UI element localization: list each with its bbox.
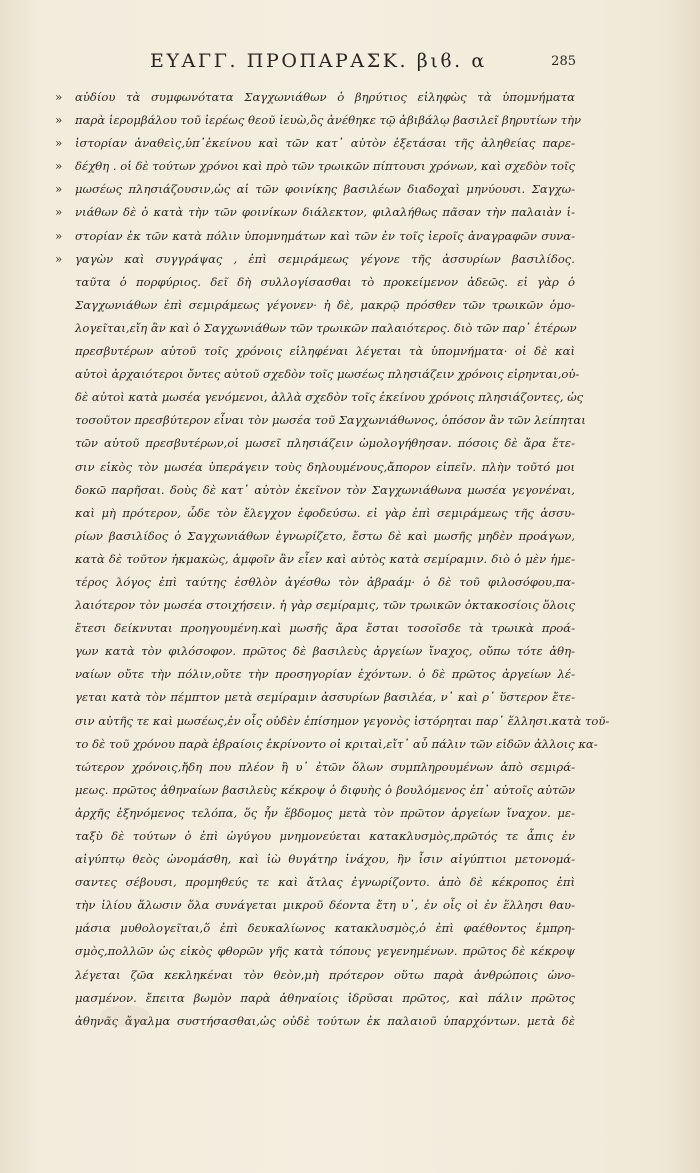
text-line [55,225,575,248]
line-text: κατὰ δὲ τοῦτον ἠκμακὼς, ἀμφοῖν ἂν εἶεν καὶ αὐτὸς κατὰ σεμίραμιν. διὸ ὁ μὲν ἡμε- [75,551,575,566]
text-line [55,201,575,224]
line-text: παρὰ ἱερομβάλου τοῦ ἱερέως θεοῦ ἰευὼ,ὃς ἀνέθηκε τῷ ἀβιβάλῳ βασιλεῖ βηρυτίων τὴν [75,113,582,128]
text-line [75,825,575,848]
line-text: ἱστορίαν ἀναθεὶς,ὑπ᾽ἐκείνου καὶ τῶν κατ᾽ αὐτὸν ἐξετάσαι τῆς ἀληθείας παρε- [75,136,575,151]
line-text: ταξὺ δὲ τούτων ὁ ἐπὶ ὠγύγου μνημονεύεται κατακλυσμὸς,πρῶτός τε ἆπις ἐν [75,829,575,843]
line-text: σιν εἰκὸς τὸν μωσέα ὑπεράγειν τοὺς δηλουμένους,ἄπορον εἰπεῖν. πλὴν τοῦτό μοι [75,459,575,474]
line-text: μεως. πρῶτος ἀθηναίων βασιλεὺς κέκροψ ὁ διφυὴς ὁ βουλόμενος ἐπ᾽ αὐτοῖς αὐτῶν [75,782,575,797]
text-line [75,594,575,617]
line-text: τῶν αὐτοῦ πρεσβυτέρων,οἱ μωσεῖ πλησιάζειν ὡμολογήθησαν. πόσοις δὲ ἄρα ἔτε- [75,436,575,451]
line-text: ἀρχῆς ἐξηνόμενος τελόπα, ὅς ἦν ἕβδομος μετὰ τὸν πρῶτον ἀργείων ἴναχον. με- [75,805,575,820]
running-title: ΕΥΑΓΓ. ΠΡΟΠΑΡΑΣΚ. βιϐ. α [150,50,487,72]
line-text: λαιότερον τὸν μωσέα στοιχήσειν. ἡ γὰρ σεμίραμις, τῶν τρωικῶν ὀκτακοσίοις ὅλοις [75,598,575,613]
line-text: δέχθη . οἱ δὲ τούτων χρόνοι καὶ πρὸ τῶν τρωικῶν πίπτουσι χρόνων, καὶ σχεδὸν τοῖς [75,159,575,174]
line-text: Σαγχωνιάθων ἐπὶ σεμιράμεως γέγονεν· ἡ δὲ, μακρῷ πρόσθεν τῶν τρωικῶν ὁμο- [75,297,575,312]
text-line [75,479,575,502]
text-line [75,871,575,894]
line-text: τώτερον χρόνοις,ἤδη που πλέον ἢ υ᾽ ἐτῶν ὅλων συμπληρουμένων ἀπὸ σεμιρά- [75,759,575,774]
text-line [55,109,582,132]
text-line [75,571,575,594]
page-header [150,50,576,76]
quotation-mark: » [55,251,63,266]
text-line [75,317,575,340]
line-text: το δὲ τοῦ χρόνου παρὰ ἑβραίοις ἐκρίνοντο οἱ κριταὶ,εἴτ᾽ αὖ πάλιν τῶν εἰδῶν ἀλλοις κα- [75,736,598,751]
line-text: αὐτοὶ ἀρχαιότεροι ὄντες αὐτοῦ σχεδὸν τοῖς μωσέως πλησιάζειν χρόνοις εἰρηνται,οὐ- [75,367,580,382]
line-text: λογεῖται,εἴη ἂν καὶ ὁ Σαγχωνιάθων τῶν τρωικῶν παλαιότερος. διὸ τῶν παρ᾽ ἑτέρων [75,320,577,335]
text-line [75,640,575,663]
line-text: γαγὼν καὶ συγγράψας , ἐπὶ σεμιράμεως γέγονε τῆς ἀσσυρίων βασιλίδος. [75,251,575,266]
text-line [75,710,610,733]
paper-stain [100,1005,150,1027]
line-text: σμὸς,πολλῶν ὡς εἰκὸς φθορῶν γῆς κατὰ τόπους γεγενημένων. πρῶτος δὲ κέκροψ [75,944,575,959]
line-text: τοσοῦτον πρεσβύτερον εἶναι τὸν μωσέα τοῦ Σαγχωνιάθωνος, ὁπόσον ἂν τῶν λείπηται [75,413,586,428]
line-text: γων κατὰ τὸν φιλόσοφον. πρῶτος δὲ βασιλεὺς ἀργείων ἴναχος, οὔπω τότε ἀθη- [75,644,575,659]
line-text: δοκῶ παρῆσαι. δοὺς δὲ κατ᾽ αὐτὸν ἐκεῖνον τὸν Σαγχωνιάθωνα μωσέα γεγονέναι, [75,482,575,497]
line-text: πρεσβυτέρων αὐτοῦ τοῖς χρόνοις εἰληφέναι λέγεται τὰ ὑπομνήματα· οἱ δὲ καὶ [75,344,575,359]
quotation-mark: » [55,228,63,243]
quotation-mark: » [55,205,63,220]
text-line [75,756,575,779]
text-line [55,248,575,271]
text-line [75,386,584,409]
line-text: μασμένον. ἔπειτα βωμὸν παρὰ ἀθηναίοις ἱδρῦσαι πρῶτος, καὶ πάλιν πρῶτος [75,990,575,1005]
line-text: σαντες σέβουσι, προμηθεύς τε καὶ ἄτλας ἐγνωρίζοντο. ἀπὸ δὲ κέκροπος ἐπὶ [75,875,575,890]
text-line [55,178,575,201]
text-line [75,456,575,479]
text-line [55,86,575,109]
line-text: ἔτεσι δείκνυται προηγουμένη.καὶ μωσῆς ἄρα ἔσται τοσοῖσδε τὰ τρωικὰ προά- [75,621,575,636]
quotation-mark: » [55,182,63,197]
text-line [75,848,575,871]
line-text: ρίων βασιλίδος ὁ Σαγχωνιάθων ἐγνωρίζετο, ἔστω δὲ καὶ μωσῆς μηδὲν προάγων, [75,528,575,543]
line-text: δὲ αὐτοὶ κατὰ μωσέα γενόμενοι, ἀλλὰ σχεδὸν τοῖς ἐκείνου χρόνοις πλησιάζοντες, ὡς [75,390,584,405]
text-line [55,132,575,155]
body-text [55,86,610,1033]
line-text: λέγεται ζῶα κεκληκέναι τὸν θεὸν,μὴ πρότερον οὕτω παρὰ ἀνθρώποις ὠνο- [75,967,575,982]
text-line [75,663,575,686]
line-text: μωσέως πλησιάζουσιν,ὡς αἱ τῶν φοινίκης βασιλέων διαδοχαὶ μηνύουσι. Σαγχω- [75,182,575,197]
line-text: μάσια μυθολογεῖται,ὅ ἐπὶ δευκαλίωνος κατακλυσμὸς,ὁ ἐπὶ φαέθοντος ἐμπρη- [75,921,575,936]
text-line [75,617,575,640]
text-line [75,409,586,432]
line-text: ταῦτα ὁ πορφύριος. δεῖ δὴ συλλογίσασθαι τὸ προκείμενον ἀδεῶς. εἰ γὰρ ὁ [75,274,575,289]
line-text: αἰγύπτῳ θεὸς ὠνομάσθη, καὶ ἰὼ θυγάτηρ ἰνάχου, ἣν ἶσιν αἰγύπτιοι μετονομά- [75,852,575,867]
line-text: ἀθηνᾶς ἄγαλμα συστήσασθαι,ὡς οὐδὲ τούτων ἐκ παλαιοῦ ὑπαρχόντων. μετὰ δὲ [75,1013,575,1028]
line-text: γεται κατὰ τὸν πέμπτον μετὰ σεμίραμιν ἀσσυρίων βασιλέα, ν᾽ καὶ ρ᾽ ὕστερον ἔτε- [75,690,575,705]
text-line [75,432,575,455]
text-line [75,294,575,317]
line-text: καὶ μὴ πρότερον, ὧδε τὸν ἔλεγχον ἐφοδεύσω. εἰ γὰρ ἐπὶ σεμιράμεως τῆς ἀσσυ- [75,505,575,520]
quotation-mark: » [55,113,63,128]
text-line [75,1010,575,1033]
text-line [75,525,575,548]
text-line [75,802,575,825]
text-line [75,894,575,917]
text-line [75,733,598,756]
line-text: νιάθων δὲ ὁ κατὰ τὴν τῶν φοινίκων διάλεκτον, φιλαλήθως πᾶσαν τὴν παλαιὰν ἱ- [75,205,575,220]
text-line [75,548,575,571]
text-line [75,502,575,525]
line-text: σιν αὐτῆς τε καὶ μωσέως,ἐν οἷς οὐδὲν ἐπίσημον γεγονὸς ἱστόρηται παρ᾽ ἕλλησι.κατὰ τοῦ- [75,713,610,728]
text-line [75,271,575,294]
text-line [75,363,580,386]
quotation-mark: » [55,136,63,151]
quotation-mark: » [55,159,63,174]
page-number: 285 [551,54,576,69]
text-line [75,964,575,987]
text-line [75,686,575,709]
line-text: αὐδίου τὰ συμφωνότατα Σαγχωνιάθων ὁ βηρύτιος εἰληφὼς τὰ ὑπομνήματα [75,90,575,104]
quotation-mark: » [55,90,63,104]
text-line [75,340,575,363]
text-line [75,987,575,1010]
text-line [75,779,575,802]
line-text: τὴν ἰλίου ἅλωσιν ὅλα συνάγεται μικροῦ δέοντα ἔτη υ᾽, ἐν οἷς οἱ ἐν ἕλλησι θαυ- [75,898,575,913]
line-text: στορίαν ἐκ τῶν κατὰ πόλιν ὑπομνημάτων καὶ τῶν ἐν τοῖς ἱεροῖς ἀναγραφῶν συνα- [75,228,575,243]
text-line [55,155,575,178]
line-text: ναίων οὔτε τὴν πόλιν,οὔτε τὴν προσηγορίαν ἐχόντων. ὁ δὲ πρῶτος ἀργείων λέ- [75,667,575,682]
line-text: τέρος λόγος ἐπὶ ταύτης ἐσθλὸν ἀγέσθω τὸν ἀβραάμ· ὁ δὲ τοῦ φιλοσόφου,πα- [75,574,575,589]
text-line [75,940,575,963]
text-line [75,917,575,940]
